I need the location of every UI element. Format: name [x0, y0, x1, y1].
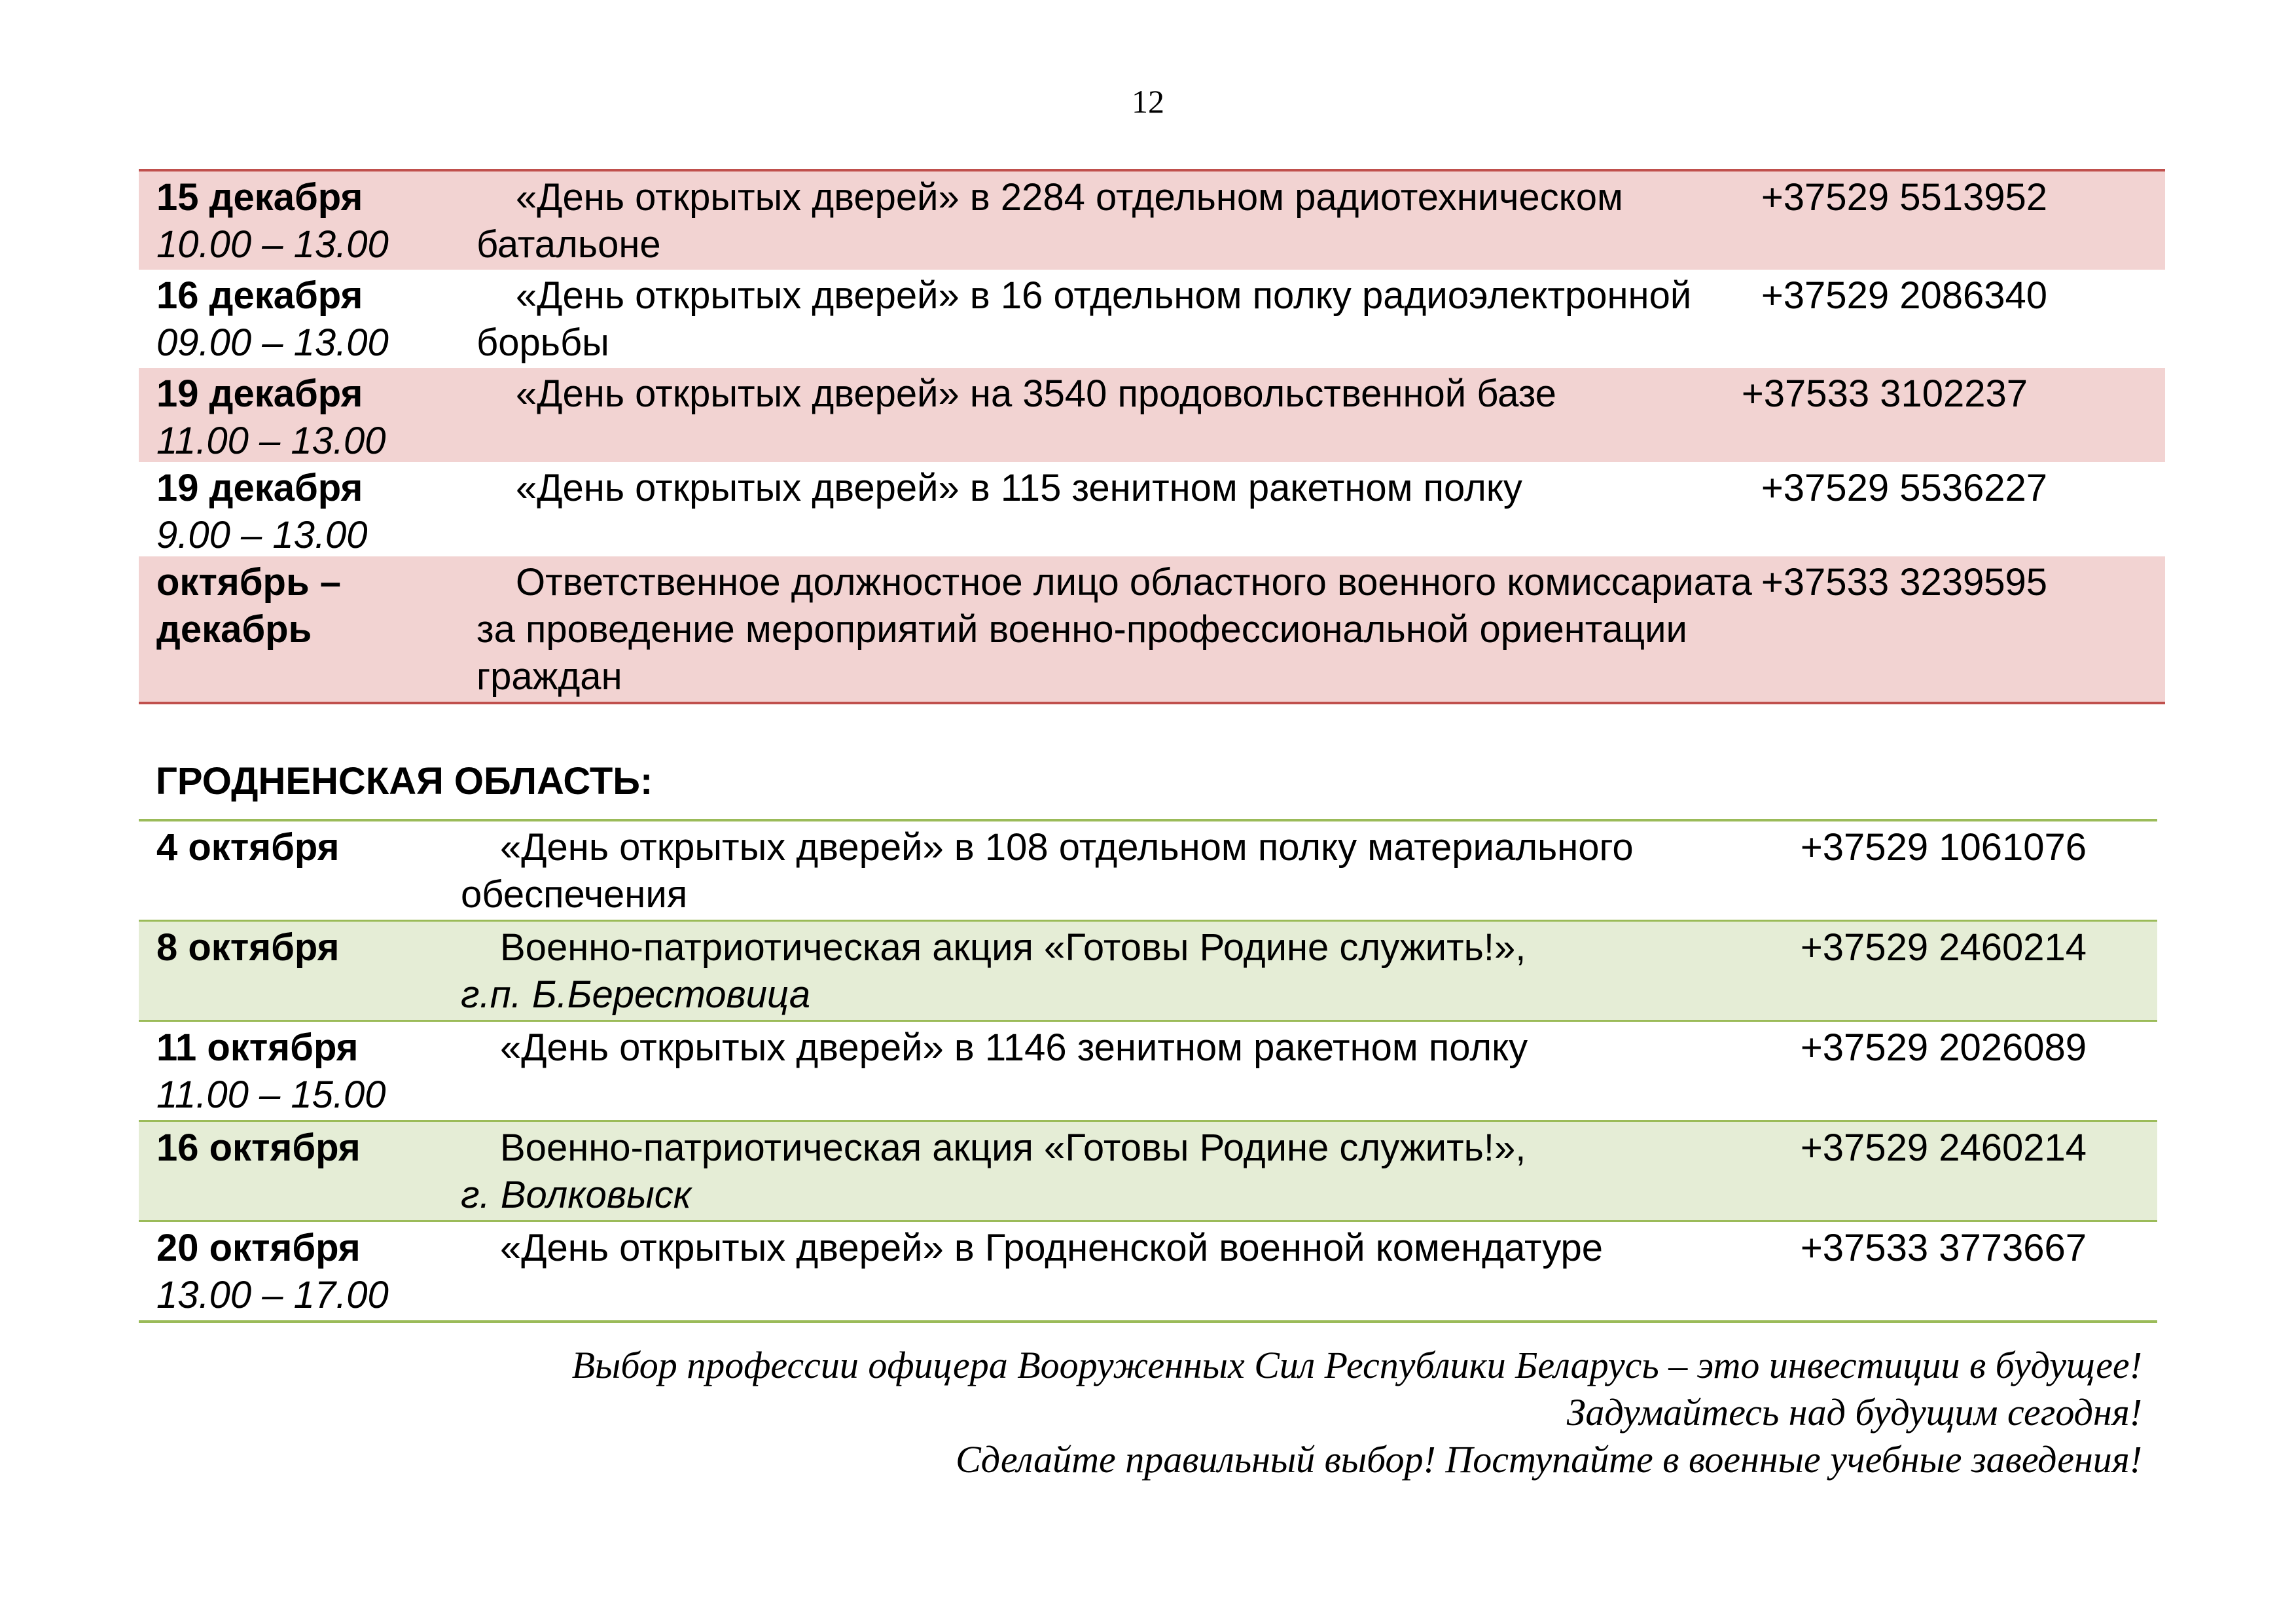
date-cell [156, 559, 372, 653]
date-cell [156, 174, 457, 268]
events-table-grodno-region [139, 819, 2157, 1323]
event-text: Военно-патриотическая акция «Готовы Родине служить!», [500, 926, 1526, 969]
region-heading: ГРОДНЕНСКАЯ ОБЛАСТЬ: [156, 760, 653, 803]
event-description: «День открытых дверей» на 3540 продовольственной базе [516, 372, 1556, 415]
event-date: 11 октября [156, 1026, 359, 1069]
event-description: «День открытых дверей» в 16 отдельном полку радиоэлектронной борьбы [476, 274, 1692, 364]
table-row [139, 368, 2165, 462]
event-description: «День открытых дверей» в 2284 отдельном радиотехническом батальоне [476, 176, 1623, 266]
closing-line: Выбор профессии офицера Вооруженных Сил Республики Беларусь – это инвестиции в будущее! [571, 1344, 2142, 1386]
closing-line: Сделайте правильный выбор! Поступайте в военные учебные заведения! [956, 1438, 2142, 1481]
table-row [139, 556, 2165, 702]
event-place: г.п. Б.Берестовица [461, 973, 811, 1016]
page-number: 12 [1132, 83, 1164, 120]
event-description: «День открытых дверей» в 1146 зенитном ракетном полку [500, 1026, 1528, 1069]
table-row [139, 270, 2165, 368]
table-row [139, 1220, 2157, 1320]
event-date: октябрь – декабрь [156, 561, 341, 651]
event-description [461, 924, 1757, 1019]
event-description: Ответственное должностное лицо областного военного комиссариата за проведение мероприятий военно-профессиональной ориентации граждан [476, 561, 1752, 698]
contact-phone: +37529 2026089 [1800, 1026, 2087, 1069]
table-row [139, 920, 2157, 1020]
event-date: 19 декабря [156, 467, 363, 509]
contact-phone: +37529 5513952 [1761, 176, 2047, 219]
table-row [139, 1020, 2157, 1120]
date-cell [156, 272, 457, 367]
contact-phone: +37529 5536227 [1761, 467, 2047, 509]
event-date: 16 декабря [156, 274, 363, 317]
table-row [139, 821, 2157, 920]
contact-phone: +37533 3773667 [1800, 1227, 2087, 1269]
event-time: 11.00 – 13.00 [156, 420, 386, 462]
contact-phone: +37529 2460214 [1800, 1127, 2087, 1169]
event-place: г. Волковыск [461, 1174, 692, 1216]
event-time: 9.00 – 13.00 [156, 514, 368, 556]
table-row [139, 462, 2165, 556]
event-date: 4 октября [156, 826, 340, 869]
event-date: 20 октября [156, 1227, 361, 1269]
event-description [461, 1125, 1757, 1219]
date-cell [156, 924, 457, 971]
event-date: 15 декабря [156, 176, 363, 219]
event-time: 10.00 – 13.00 [156, 223, 389, 266]
event-time: 11.00 – 15.00 [156, 1074, 386, 1116]
contact-phone: +37533 3102237 [1741, 372, 2028, 415]
event-description: «День открытых дверей» в 108 отдельном полку материального обеспечения [461, 826, 1634, 916]
date-cell [156, 1125, 457, 1172]
table-row [139, 171, 2165, 270]
date-cell [156, 370, 457, 465]
event-date: 19 декабря [156, 372, 363, 415]
date-cell [156, 1225, 457, 1319]
date-cell [156, 465, 457, 559]
date-cell [156, 1024, 457, 1119]
closing-appeal [572, 1342, 2142, 1483]
contact-phone: +37529 1061076 [1800, 826, 2087, 869]
event-text: Военно-патриотическая акция «Готовы Родине служить!», [500, 1127, 1526, 1169]
contact-phone: +37529 2086340 [1761, 274, 2047, 317]
event-time: 13.00 – 17.00 [156, 1274, 389, 1316]
event-date: 16 октября [156, 1127, 361, 1169]
event-date: 8 октября [156, 926, 340, 969]
contact-phone: +37533 3239595 [1761, 561, 2047, 604]
event-time: 09.00 – 13.00 [156, 321, 389, 364]
event-description: «День открытых дверей» в 115 зенитном ракетном полку [516, 467, 1522, 509]
table-row [139, 1120, 2157, 1220]
date-cell [156, 824, 457, 871]
events-table-previous-region [139, 169, 2165, 704]
contact-phone: +37529 2460214 [1800, 926, 2087, 969]
closing-line: Задумайтесь над будущим сегодня! [1566, 1391, 2142, 1434]
event-description: «День открытых дверей» в Гродненской военной комендатуре [500, 1227, 1604, 1269]
